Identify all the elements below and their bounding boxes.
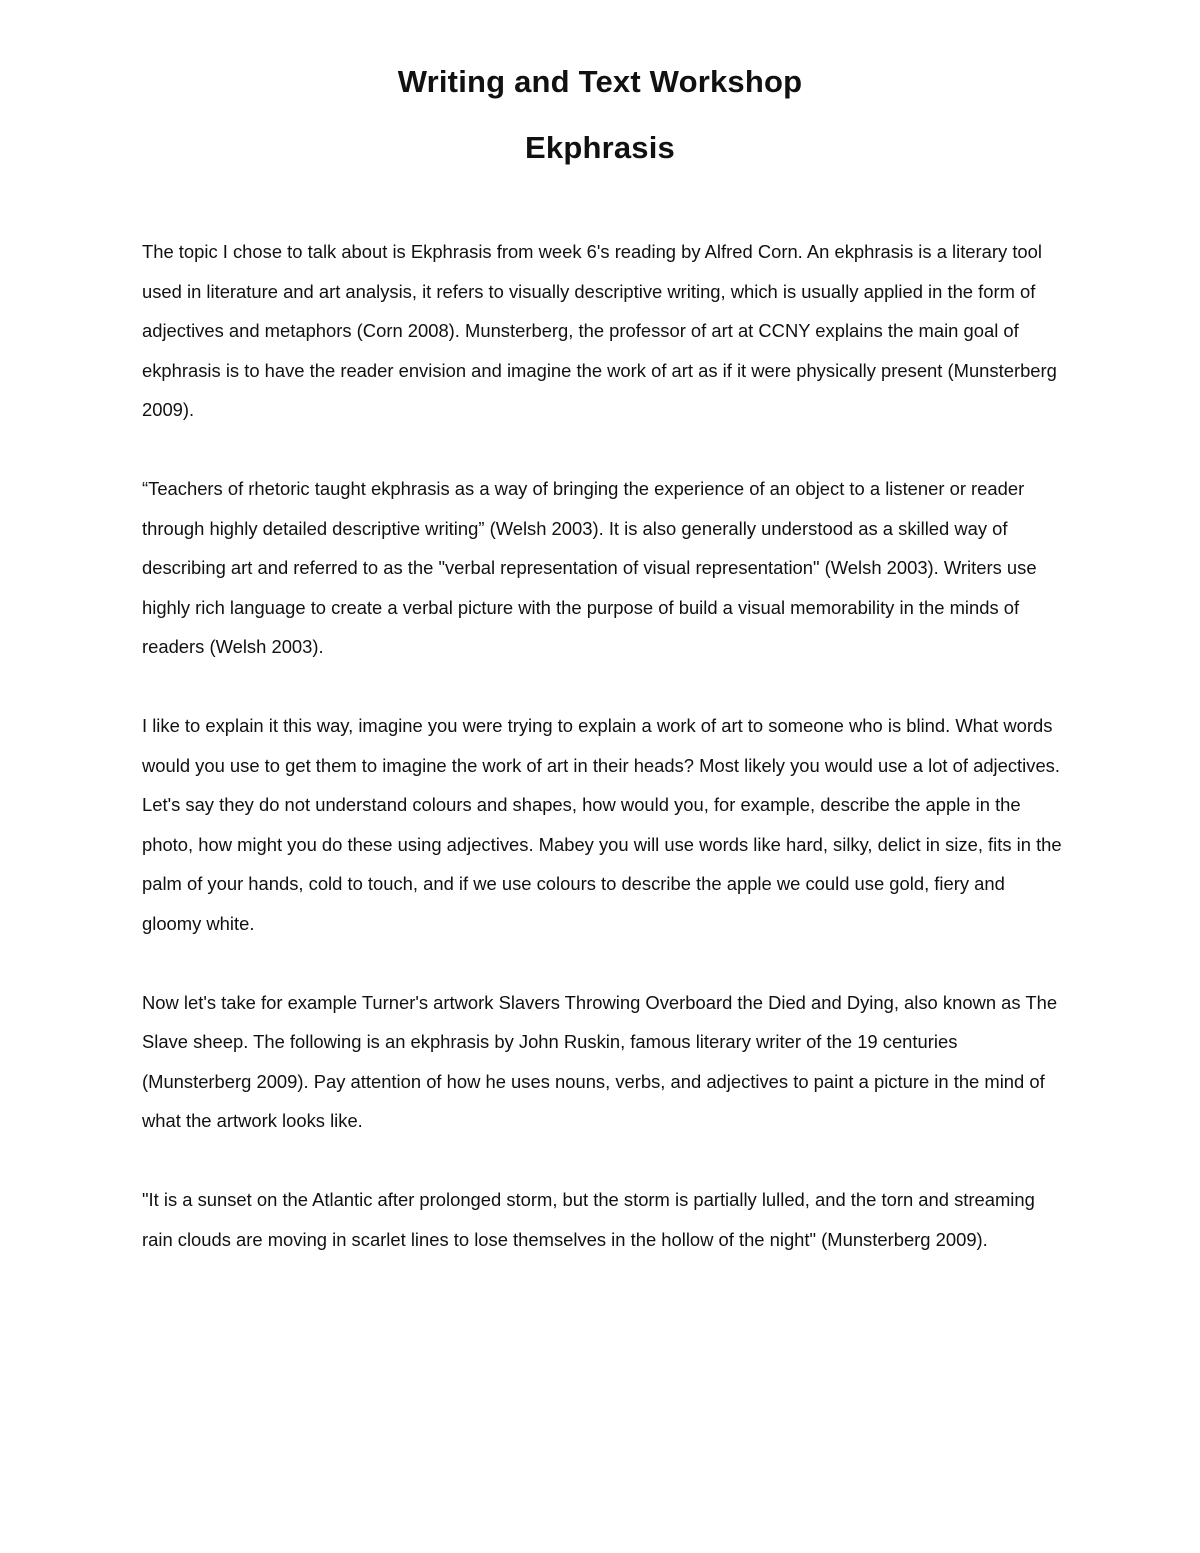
paragraph-ruskin-quote: "It is a sunset on the Atlantic after prolonged storm, but the storm is partially lulled, and the torn and streaming rain clouds are moving in scarlet lines to lose themselves in the hollow of the night" (Munsterberg 2009). [142,1189,1035,1250]
document-body [142,232,1062,1259]
paragraph-intro: The topic I chose to talk about is Ekphrasis from week 6's reading by Alfred Corn. An ekphrasis is a literary tool used in literature and art analysis, it refers to visually descriptive writing, which is usually applied in the form of adjectives and metaphors (Corn 2008). Munsterberg, the professor of art at CCNY explains the main goal of ekphrasis is to have the reader envision and imagine the work of art as if it were physically present (Munsterberg 2009). [142,241,1057,420]
document-title: Writing and Text Workshop [397,64,803,99]
paragraph-turner-example: Now let's take for example Turner's artwork Slavers Throwing Overboard the Died and Dying, also known as The Slave sheep. The following is an ekphrasis by John Ruskin, famous literary writer of the 19 centuries (Munsterberg 2009). Pay attention of how he uses nouns, verbs, and adjectives to paint a picture in the mind of what the artwork looks like. [142,991,1058,1131]
paragraph-explanation: I like to explain it this way, imagine you were trying to explain a work of art to someone who is blind. What words would you use to get them to imagine the work of art in their heads? Most likely you would use a lot of adjectives. Let's say they do not understand colours and shapes, how would you, for example, describe the apple in the photo, how might you do these using adjectives. Mabey you will use words like hard, silky, delict in size, fits in the palm of your hands, cold to touch, and if we use colours to describe the apple we could use gold, fiery and gloomy white. [142,715,1062,934]
paragraph-rhetoric: “Teachers of rhetoric taught ekphrasis as a way of bringing the experience of an object to a listener or reader through highly detailed descriptive writing” (Welsh 2003). It is also generally understood as a skilled way of describing art and referred to as the "verbal representation of visual representation" (Welsh 2003). Writers use highly rich language to create a verbal picture with the purpose of build a visual memorability in the minds of readers (Welsh 2003). [142,478,1037,657]
document-subtitle: Ekphrasis [525,130,675,165]
